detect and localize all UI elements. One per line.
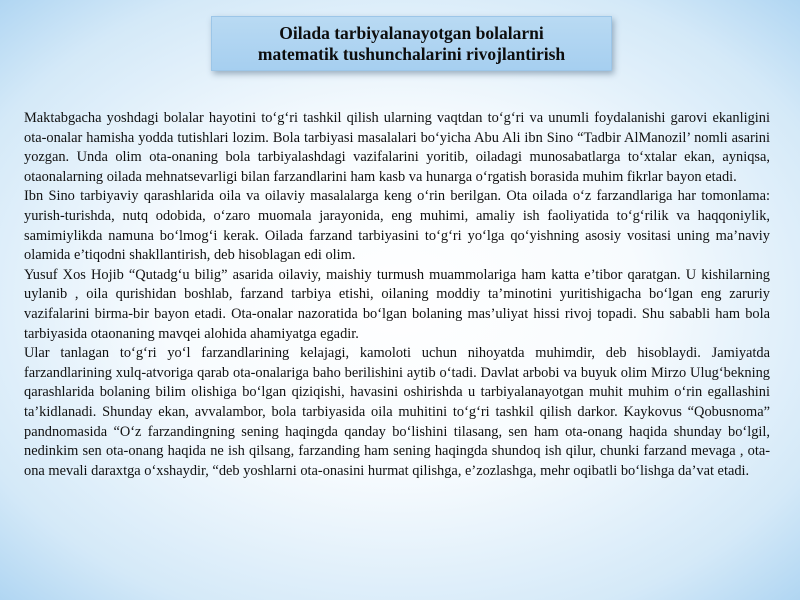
paragraph-3: Yusuf Xos Hojib “Qutadg‘u bilig” asarida oilaviy, maishiy turmush muammolariga ham katta e’tibor qaratgan. U kishilarning uylanib , oila qurishidan boshlab, farzand tarbiya etishi, oilaning moddiy ta’minotini yuritishigacha bo‘lgan eng zaruriy vazifalarini birma-bir bayon etadi. Ota-onalar nazoratida bo‘lgan bolaning mas’uliyat hissi rivoj topadi. Shu sababli ham bola tarbiyasida otaonaning mavqei alohida ahamiyatga egadir. bbox=[24, 266, 770, 342]
title-line-2: matematik tushunchalarini rivojlantirish bbox=[257, 43, 566, 64]
paragraph-4: Ular tanlagan to‘g‘ri yo‘l farzandlarining kelajagi, kamoloti uchun nihoyatda muhimdir, deb hisoblaydi. Jamiyatda farzandlarining xulq-atvoriga qarab ota-onalariga baho berilishini aytib o‘tadi. Davlat arbobi va buyuk olim Mirzo Ulug‘bekning qarashlarida bolaning bilim olishiga bo‘lgan qiziqishi, havasini oshirishda u tarbiyalanayotgan muhit muhim o‘rin egallashini ta’kidlanadi. Shunday ekan, avvalambor, bola tarbiyasida oila muhitini to‘g‘ri tashkil qilish darkor. Kaykovus “Qobusnoma” pandnomasida “O‘z farzandingning sening haqingda qanday bo‘lishini tilasang, sen ham ota-onang haqida shunday bo‘lgil, nedinkim sen ota-onang haqida ne ish qilsang, farzanding ham sening haqingda shundoq ish qilur, chunki farzand mevaga , ota-ona mevali daraxtga o‘xshaydir, “deb yoshlarni ota-onasini hurmat qilishga, e’zozlashga, mehr oqibatli bo‘lishga da’vat etadi. bbox=[24, 345, 770, 479]
paragraph-2: Ibn Sino tarbiyaviy qarashlarida oila va oilaviy masalalarga keng o‘rin berilgan. Ota oilada o‘z farzandlariga har tomonlama: yurish-turishda, nutq odobida, o‘zaro muomala jarayonida, eng muhimi, amaliy ish faoliyatida to‘g‘rilik va haqqoniylik, samimiylikda namuna bo‘lmog‘i kerak. Oilada farzand tarbiyasini to‘g‘ri yo‘lga qo‘yishning asosiy vositasi uning ma’naviy olamida e’tiqodni shakllantirish, deb hisoblagan edi olim. bbox=[24, 188, 770, 264]
title-box bbox=[211, 16, 612, 71]
paragraph-1: Maktabgacha yoshdagi bolalar hayotini to‘g‘ri tashkil qilish ularning vaqtdan to‘g‘ri va unumli foydalanishi garovi ekanligini ota-onalar hamisha yodda tutishlari lozim. Bola tarbiyasi masalalari bo‘yicha Abu Ali ibn Sino “Tadbir AlManozil’ nomli asarini yozgan. Unda olim ota-onaning bola tarbiyalashdagi vazifalarini yoritib, oiladagi munosabatlarga to‘xtalar ekan, ayniqsa, otaonalarning oilada mehnatsevarligi bilan farzandlarini ham kasb va hunarga o‘rgatish borasida muhim fikrlar bayon etadi. bbox=[24, 110, 770, 185]
title-line-1: Oilada tarbiyalanayotgan bolalarni bbox=[279, 22, 544, 43]
body-text bbox=[24, 109, 770, 481]
